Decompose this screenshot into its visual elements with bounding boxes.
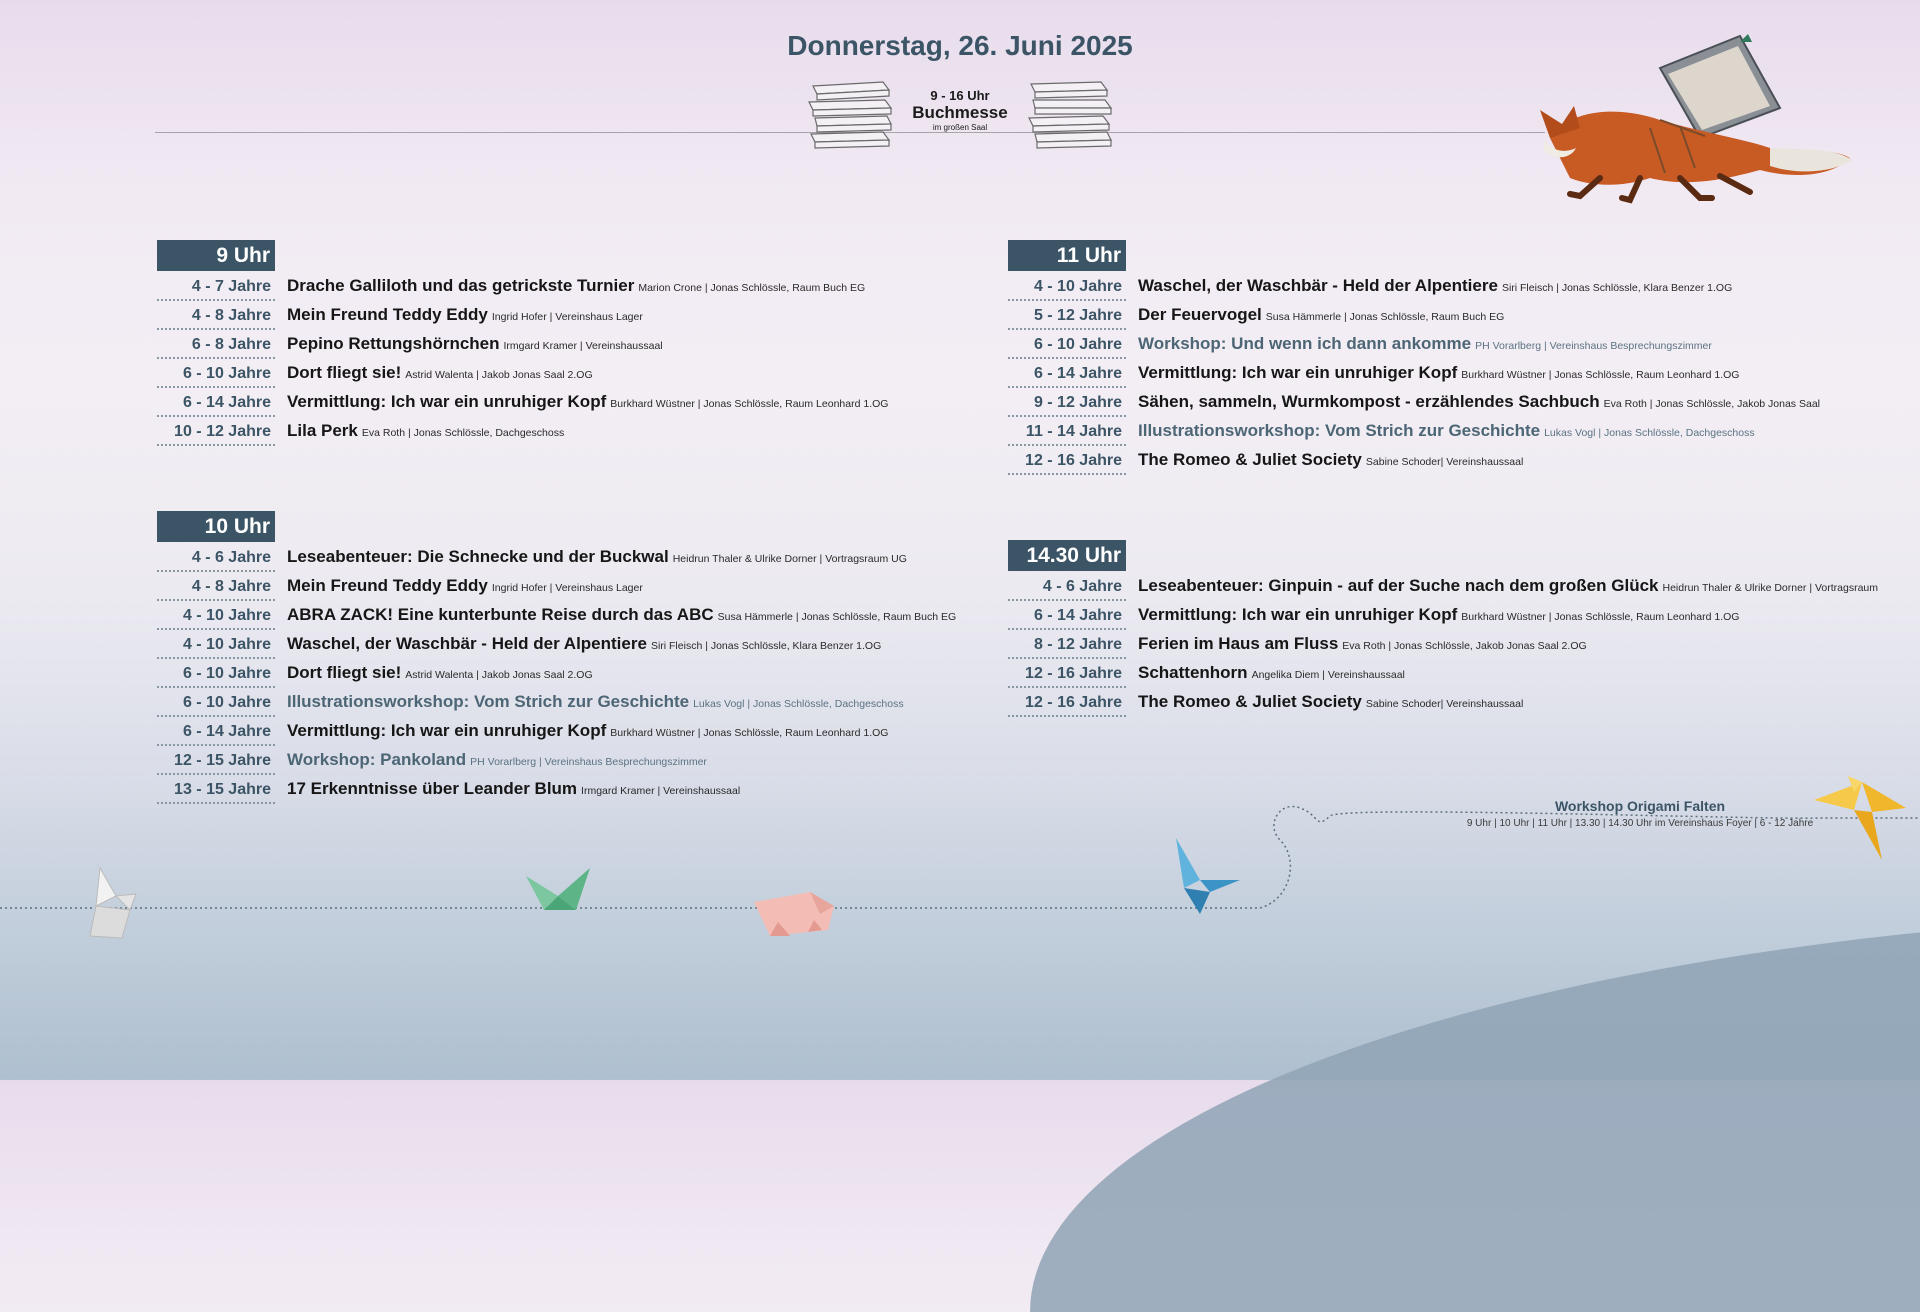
event-details: Burkhard Wüstner | Jonas Schlössle, Raum Leonhard 1.OG (1461, 369, 1740, 381)
event-details: Angelika Diem | Vereinshaussaal (1251, 669, 1405, 681)
origami-butterfly-icon (524, 866, 594, 918)
timeslot-header: 14.30 Uhr (1008, 540, 1126, 571)
event-details: Irmgard Kramer | Vereinshaussaal (503, 340, 663, 352)
event-title: Vermittlung: Ich war ein unruhiger Kopf (1138, 605, 1458, 624)
event-title: Sähen, sammeln, Wurmkompost - erzählendes Sachbuch (1138, 392, 1600, 411)
event-age-range: 9 - 12 Jahre (1008, 390, 1126, 417)
event-title: Waschel, der Waschbär - Held der Alpentiere (287, 634, 647, 653)
event-row (157, 716, 956, 745)
timeslot-header: 9 Uhr (157, 240, 275, 271)
background-hill (1030, 912, 1920, 1312)
event-row (1008, 571, 1878, 600)
event-details: Lukas Vogl | Jonas Schlössle, Dachgeschoss (1544, 427, 1755, 439)
timeslot-10 (157, 511, 956, 803)
event-age-range: 6 - 10 Jahre (157, 361, 275, 388)
event-age-range: 6 - 10 Jahre (157, 690, 275, 717)
event-age-range: 4 - 8 Jahre (157, 303, 275, 330)
book-fair-name: Buchmesse (912, 103, 1008, 122)
timeslot-header: 11 Uhr (1008, 240, 1126, 271)
event-title: Waschel, der Waschbär - Held der Alpentiere (1138, 276, 1498, 295)
event-age-range: 6 - 14 Jahre (1008, 361, 1126, 388)
event-details: Astrid Walenta | Jakob Jonas Saal 2.OG (405, 369, 593, 381)
timeslot-header: 10 Uhr (157, 511, 275, 542)
origami-workshop-details: 9 Uhr | 10 Uhr | 11 Uhr | 13.30 | 14.30 Uhr im Vereinshaus Foyer | 6 - 12 Jahre (1466, 818, 1814, 829)
event-details: Eva Roth | Jonas Schlössle, Dachgeschoss (361, 427, 565, 439)
event-row (1008, 658, 1878, 687)
event-age-range: 6 - 14 Jahre (157, 390, 275, 417)
origami-string-line (0, 780, 1920, 960)
event-row (157, 387, 888, 416)
timeslot-1430 (1008, 540, 1878, 716)
book-fair-info (900, 88, 1020, 132)
event-title: Mein Freund Teddy Eddy (287, 576, 488, 595)
fox-illustration (1530, 28, 1870, 218)
event-details: Heidrun Thaler & Ulrike Dorner | Vortragsraum UG (672, 553, 907, 565)
event-row (1008, 416, 1820, 445)
event-details: Sabine Schoder| Vereinshaussaal (1365, 456, 1524, 468)
event-age-range: 4 - 10 Jahre (157, 632, 275, 659)
event-title: Der Feuervogel (1138, 305, 1262, 324)
event-row (157, 658, 956, 687)
event-row (1008, 445, 1820, 474)
event-details: PH Vorarlberg | Vereinshaus Besprechungszimmer (1475, 340, 1712, 352)
origami-workshop-title: Workshop Origami Falten (1554, 798, 1726, 814)
event-row (157, 687, 956, 716)
page-title: Donnerstag, 26. Juni 2025 (787, 30, 1133, 61)
origami-bird-icon (1170, 836, 1242, 916)
timeslot-9 (157, 240, 888, 445)
event-age-range: 12 - 16 Jahre (1008, 661, 1126, 688)
event-title: Schattenhorn (1138, 663, 1248, 682)
event-details: Eva Roth | Jonas Schlössle, Jakob Jonas Saal (1603, 398, 1820, 410)
event-row (1008, 271, 1820, 300)
event-details: PH Vorarlberg | Vereinshaus Besprechungszimmer (470, 756, 707, 768)
event-details: Ingrid Hofer | Vereinshaus Lager (491, 582, 643, 594)
event-row (157, 542, 956, 571)
book-fair-room: im großen Saal (932, 123, 988, 132)
event-title: Illustrationsworkshop: Vom Strich zur Geschichte (1138, 421, 1541, 440)
event-row (157, 571, 956, 600)
event-age-range: 4 - 8 Jahre (157, 574, 275, 601)
event-row (157, 358, 888, 387)
event-details: Astrid Walenta | Jakob Jonas Saal 2.OG (405, 669, 593, 681)
event-details: Burkhard Wüstner | Jonas Schlössle, Raum Leonhard 1.OG (1461, 611, 1740, 623)
event-title: Vermittlung: Ich war ein unruhiger Kopf (287, 721, 607, 740)
event-row (1008, 329, 1820, 358)
event-title: Leseabenteuer: Ginpuin - auf der Suche nach dem großen Glück (1138, 576, 1659, 595)
event-age-range: 8 - 12 Jahre (1008, 632, 1126, 659)
book-stack-icon (805, 78, 895, 156)
event-row (157, 329, 888, 358)
event-title: Workshop: Und wenn ich dann ankomme (1138, 334, 1472, 353)
origami-rabbit-icon (86, 866, 142, 940)
event-title: Dort fliegt sie! (287, 663, 402, 682)
event-row (157, 629, 956, 658)
event-title: ABRA ZACK! Eine kunterbunte Reise durch das ABC (287, 605, 714, 624)
event-age-range: 6 - 14 Jahre (1008, 603, 1126, 630)
event-title: Vermittlung: Ich war ein unruhiger Kopf (287, 392, 607, 411)
event-row (157, 600, 956, 629)
event-details: Susa Hämmerle | Jonas Schlössle, Raum Buch EG (1265, 311, 1505, 323)
event-age-range: 12 - 16 Jahre (1008, 690, 1126, 717)
event-age-range: 6 - 8 Jahre (157, 332, 275, 359)
event-title: 17 Erkenntnisse über Leander Blum (287, 779, 578, 798)
event-row (1008, 629, 1878, 658)
event-details: Siri Fleisch | Jonas Schlössle, Klara Benzer 1.OG (650, 640, 882, 652)
event-row (157, 300, 888, 329)
timeslot-11 (1008, 240, 1820, 474)
event-details: Sabine Schoder| Vereinshaussaal (1365, 698, 1524, 710)
event-details: Heidrun Thaler & Ulrike Dorner | Vortragsraum (1662, 582, 1879, 594)
event-age-range: 5 - 12 Jahre (1008, 303, 1126, 330)
event-age-range: 12 - 16 Jahre (1008, 448, 1126, 475)
event-row (157, 745, 956, 774)
book-stack-icon (1025, 78, 1115, 156)
book-fair-time: 9 - 16 Uhr (930, 88, 990, 103)
origami-pig-icon (750, 886, 838, 942)
event-details: Burkhard Wüstner | Jonas Schlössle, Raum Leonhard 1.OG (610, 398, 889, 410)
event-title: The Romeo & Juliet Society (1138, 450, 1362, 469)
event-title: Ferien im Haus am Fluss (1138, 634, 1339, 653)
event-age-range: 6 - 10 Jahre (157, 661, 275, 688)
event-details: Burkhard Wüstner | Jonas Schlössle, Raum Leonhard 1.OG (610, 727, 889, 739)
event-details: Irmgard Kramer | Vereinshaussaal (581, 785, 741, 797)
event-row (157, 416, 888, 445)
origami-yellow-bird-icon (1812, 772, 1908, 862)
event-title: Pepino Rettungshörnchen (287, 334, 500, 353)
event-title: Mein Freund Teddy Eddy (287, 305, 488, 324)
event-details: Ingrid Hofer | Vereinshaus Lager (491, 311, 643, 323)
event-row (1008, 687, 1878, 716)
event-row (1008, 358, 1820, 387)
event-title: Illustrationsworkshop: Vom Strich zur Geschichte (287, 692, 690, 711)
event-title: The Romeo & Juliet Society (1138, 692, 1362, 711)
event-age-range: 4 - 6 Jahre (1008, 574, 1126, 601)
event-age-range: 6 - 10 Jahre (1008, 332, 1126, 359)
event-title: Drache Galliloth und das getrickste Turnier (287, 276, 635, 295)
event-details: Siri Fleisch | Jonas Schlössle, Klara Benzer 1.OG (1501, 282, 1733, 294)
event-age-range: 4 - 7 Jahre (157, 274, 275, 301)
event-age-range: 4 - 6 Jahre (157, 545, 275, 572)
event-details: Marion Crone | Jonas Schlössle, Raum Buch EG (638, 282, 866, 294)
event-age-range: 6 - 14 Jahre (157, 719, 275, 746)
event-title: Leseabenteuer: Die Schnecke und der Buckwal (287, 547, 669, 566)
event-age-range: 12 - 15 Jahre (157, 748, 275, 775)
event-age-range: 10 - 12 Jahre (157, 419, 275, 446)
event-title: Lila Perk (287, 421, 358, 440)
event-age-range: 4 - 10 Jahre (1008, 274, 1126, 301)
event-title: Dort fliegt sie! (287, 363, 402, 382)
event-row (1008, 300, 1820, 329)
event-row (1008, 600, 1878, 629)
event-details: Susa Hämmerle | Jonas Schlössle, Raum Buch EG (717, 611, 957, 623)
event-age-range: 11 - 14 Jahre (1008, 419, 1126, 446)
event-title: Workshop: Pankoland (287, 750, 467, 769)
event-details: Eva Roth | Jonas Schlössle, Jakob Jonas Saal 2.OG (1342, 640, 1587, 652)
event-row (1008, 387, 1820, 416)
event-age-range: 13 - 15 Jahre (157, 777, 275, 804)
event-title: Vermittlung: Ich war ein unruhiger Kopf (1138, 363, 1458, 382)
event-age-range: 4 - 10 Jahre (157, 603, 275, 630)
event-row (157, 271, 888, 300)
event-details: Lukas Vogl | Jonas Schlössle, Dachgeschoss (693, 698, 904, 710)
